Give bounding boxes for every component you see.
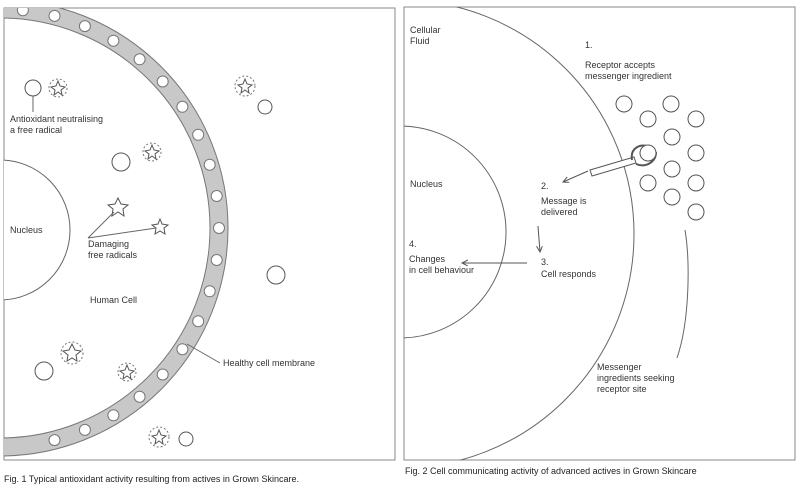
- membrane-pore: [214, 223, 225, 234]
- nucleus-label: Nucleus: [10, 225, 43, 235]
- membrane-pore: [108, 410, 119, 421]
- messenger-molecule: [640, 111, 656, 127]
- messenger-molecule: [664, 161, 680, 177]
- membrane-pore: [17, 5, 28, 16]
- membrane-pore: [49, 435, 60, 446]
- membrane-pore: [49, 10, 60, 21]
- membrane-pore: [177, 101, 188, 112]
- membrane-pore: [134, 54, 145, 65]
- membrane-pore: [177, 344, 188, 355]
- step-2-label: 2. Message is delivered: [541, 181, 587, 217]
- messenger-molecule: [664, 129, 680, 145]
- messenger-molecule: [664, 189, 680, 205]
- membrane-pore: [134, 391, 145, 402]
- messenger-label: Messenger ingredients seeking receptor site: [597, 362, 675, 394]
- messenger-molecule: [663, 96, 679, 112]
- messenger-molecule: [688, 145, 704, 161]
- step-1-label: 1. Receptor accepts messenger ingredient: [585, 40, 672, 81]
- cellular-fluid-label: Cellular Fluid: [410, 25, 441, 46]
- antioxidant-label: Antioxidant neutralising a free radical: [10, 114, 104, 135]
- messenger-molecule: [688, 175, 704, 191]
- figure-2-caption: Fig. 2 Cell communicating activity of advanced actives in Grown Skincare: [405, 466, 697, 476]
- membrane-pore: [211, 255, 222, 266]
- membrane-pore: [193, 129, 204, 140]
- nucleus-label-2: Nucleus: [410, 179, 443, 189]
- messenger-molecule: [640, 175, 656, 191]
- membrane-pore: [108, 35, 119, 46]
- messenger-molecule: [688, 111, 704, 127]
- step-3-label: 3. Cell responds: [541, 257, 597, 279]
- messenger-molecule: [640, 145, 656, 161]
- membrane-label: Healthy cell membrane: [223, 358, 316, 368]
- membrane-pore: [193, 316, 204, 327]
- membrane-pore: [157, 369, 168, 380]
- membrane-pore: [79, 21, 90, 32]
- membrane-pore: [204, 159, 215, 170]
- step-4-label: 4. Changes in cell behaviour: [409, 239, 475, 275]
- human-cell-label: Human Cell: [90, 295, 138, 305]
- membrane-pore: [211, 191, 222, 202]
- figure-1-caption: Fig. 1 Typical antioxidant activity resulting from actives in Grown Skincare.: [4, 474, 299, 484]
- damaging-radicals-label: Damaging free radicals: [88, 239, 138, 260]
- messenger-molecule: [688, 204, 704, 220]
- membrane-pore: [79, 424, 90, 435]
- membrane-pore: [204, 286, 215, 297]
- membrane-pore: [157, 76, 168, 87]
- figure-1-panel: [0, 0, 395, 460]
- messenger-molecule: [616, 96, 632, 112]
